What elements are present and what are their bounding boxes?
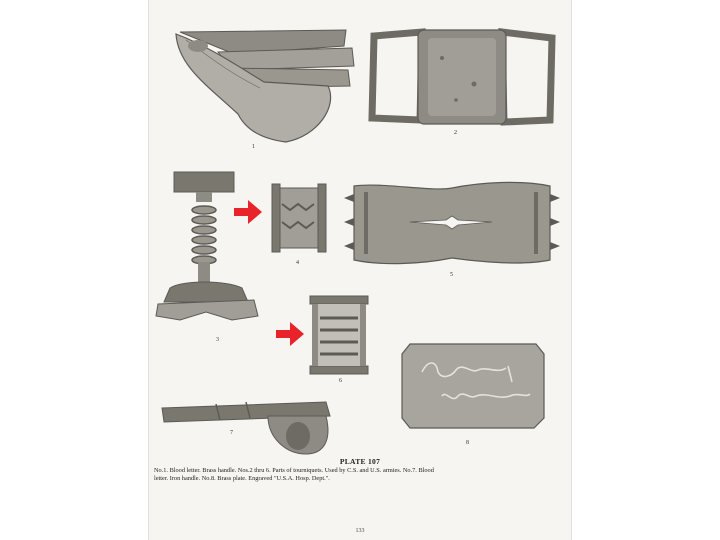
artifact-number-5: 5 bbox=[450, 272, 453, 278]
plate-title: PLATE 107 bbox=[339, 457, 381, 466]
artifact-number-2: 2 bbox=[454, 130, 457, 136]
caption-line-2: letter. Iron handle. No.8. Brass plate. Engraved "U.S.A. Hosp. Dept.". bbox=[154, 475, 330, 482]
artifact-4-roller-clamp bbox=[268, 182, 330, 254]
artifact-number-1: 1 bbox=[252, 144, 255, 150]
artifact-number-8: 8 bbox=[466, 440, 469, 446]
page-number: 133 bbox=[355, 528, 365, 534]
caption-line-1: No.1. Blood letter. Brass handle. Nos.2 thru 6. Parts of tourniquets. Used by C.S. and U.S. armies. No.7. Blood bbox=[154, 467, 434, 474]
artifact-7-blood-letter-iron bbox=[156, 398, 336, 458]
artifact-number-3: 3 bbox=[216, 337, 219, 343]
artifact-8-brass-plate bbox=[398, 340, 548, 432]
artifact-2-buckle bbox=[362, 28, 562, 128]
red-arrow-icon bbox=[234, 200, 262, 229]
book-page bbox=[148, 0, 572, 540]
artifact-number-6: 6 bbox=[339, 378, 342, 384]
artifact-5-spiked-plate bbox=[342, 178, 562, 268]
plate-caption bbox=[154, 467, 566, 483]
artifact-1-blood-letter bbox=[168, 26, 358, 146]
artifact-3-tourniquet-screw bbox=[152, 170, 262, 330]
artifact-6-cage-clamp bbox=[308, 294, 370, 376]
artifact-number-7: 7 bbox=[230, 430, 233, 436]
artifact-number-4: 4 bbox=[296, 260, 299, 266]
red-arrow-icon bbox=[276, 322, 304, 351]
